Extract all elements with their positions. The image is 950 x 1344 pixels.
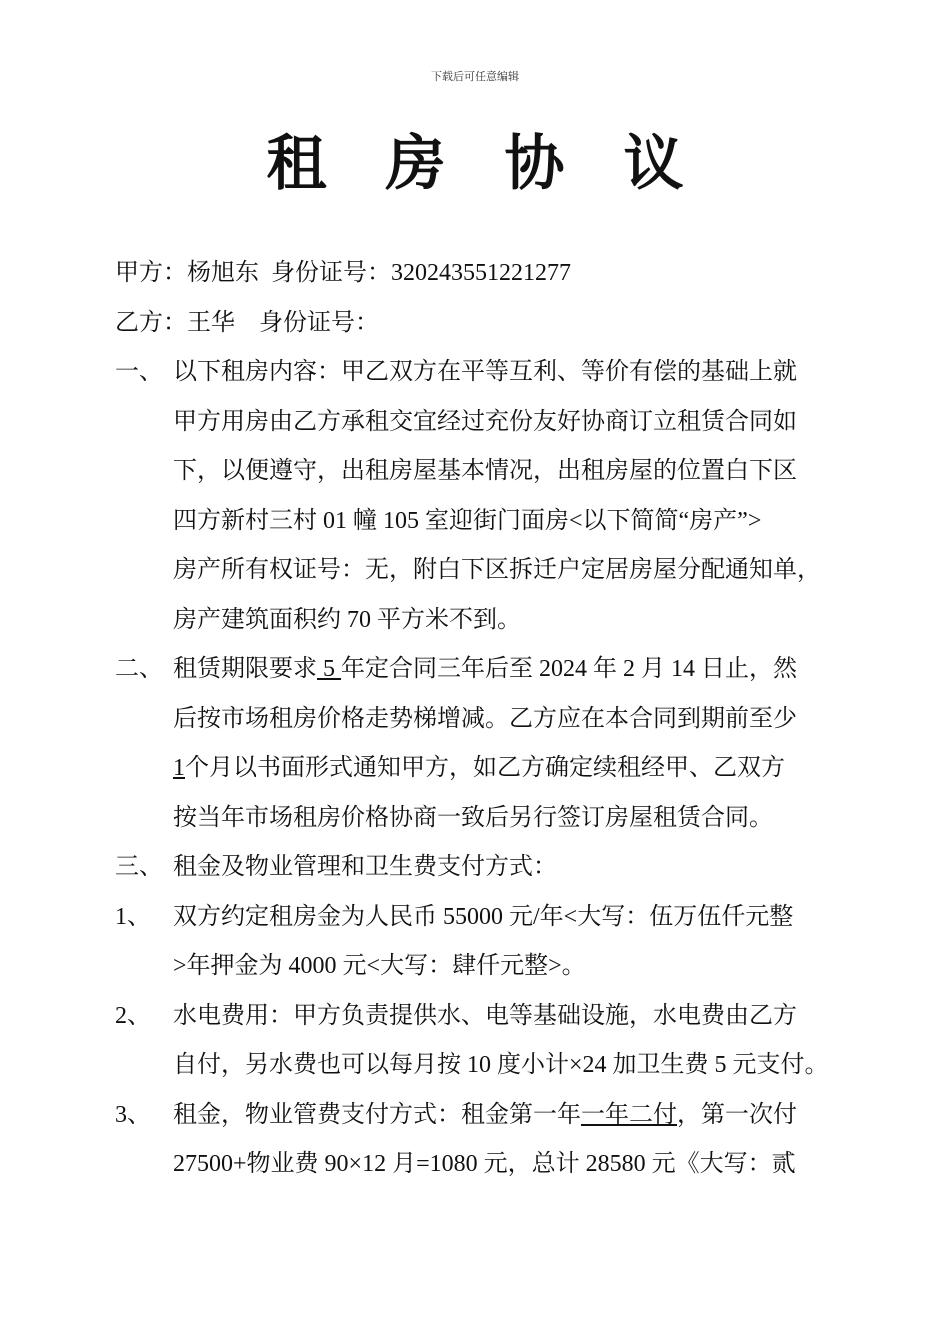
party-a-id-label: 身份证号： [271, 260, 391, 286]
section-3-line [115, 843, 855, 893]
document-body [115, 249, 855, 1190]
party-b-label: 乙方：王华 [115, 309, 235, 336]
section-2-line-4: 按当年市场租房价格协商一致后另行签订房屋租赁合同。 [173, 804, 773, 831]
section-2-number: 二、 [115, 656, 163, 682]
section-2-text-post: 年定合同三年后至 2024 年 2 月 14 日止，然 [341, 656, 797, 682]
section-2-line-2: 后按市场租房价格走势梯增减。乙方应在本合同到期前至少 [173, 705, 797, 732]
header-note: 下载后可任意编辑 [431, 71, 519, 83]
section-1-line-5: 房产所有权证号：无，附白下区拆迁户定居房屋分配通知单， [173, 557, 821, 583]
party-b-id-label: 身份证号： [259, 309, 379, 336]
section-2-line-3 [115, 744, 855, 794]
section-1-line-6: 房产建筑面积约 70 平方米不到。 [173, 606, 521, 633]
section-2-text-pre: 租赁期限要求 [173, 656, 317, 682]
item-1-text: 双方约定租房金为人民币 55000 元/年<大写：伍万伍仟元整 [173, 903, 794, 930]
party-a-line [115, 249, 855, 299]
item-2-text: 水电费用：甲方负责提供水、电等基础设施，水电费由乙方 [173, 1002, 797, 1029]
item-2-number: 2、 [115, 1002, 151, 1029]
party-b-line [115, 299, 855, 349]
section-1-line-2: 甲方用房由乙方承租交宜经过充份友好协商订立租赁合同如 [173, 408, 797, 435]
section-1-text: 以下租房内容：甲乙双方在平等互利、等价有偿的基础上就 [173, 359, 797, 385]
item-1-line-2: >年押金为 4000 元<大写：肆仟元整>。 [173, 953, 586, 979]
party-a-label: 甲方：杨旭东 [115, 260, 259, 286]
item-2-line-2: 自付，另水费也可以每月按 10 度小计×24 加卫生费 5 元支付。 [173, 1052, 829, 1078]
notice-months-value: 1 [173, 755, 185, 781]
section-1-number: 一、 [115, 359, 163, 385]
item-1-number: 1、 [115, 903, 151, 930]
item-2-line-1 [115, 992, 855, 1042]
item-3-line-2: 27500+物业费 90×12 月=1080 元，总计 28580 元《大写：贰 [173, 1151, 796, 1177]
section-3-number: 三、 [115, 854, 163, 880]
item-3-number: 3、 [115, 1101, 151, 1128]
document-title: 租 房 协 议 [266, 131, 706, 197]
item-1-line-1 [115, 893, 855, 943]
party-a-id-number: 320243551221277 [391, 260, 571, 286]
section-1-line-3: 下，以便遵守，出租房屋基本情况，出租房屋的位置白下区 [173, 458, 797, 484]
section-1-line-1 [115, 348, 855, 398]
section-1-line-4: 四方新村三村 01 幢 105 室迎街门面房<以下简简“房产”> [173, 507, 762, 534]
item-3-text-pre: 租金，物业管费支付方式：租金第一年 [173, 1101, 581, 1128]
section-2-line-3-text: 个月以书面形式通知甲方，如乙方确定续租经甲、乙双方 [185, 755, 785, 781]
section-2-line-1 [115, 645, 855, 695]
lease-years-value: 5 [317, 656, 341, 682]
section-3-text: 租金及物业管理和卫生费支付方式： [173, 854, 557, 880]
item-3-text-post: ，第一次付 [677, 1101, 797, 1128]
item-3-line-1 [115, 1091, 855, 1141]
payment-schedule-value: 一年二付 [581, 1101, 677, 1128]
